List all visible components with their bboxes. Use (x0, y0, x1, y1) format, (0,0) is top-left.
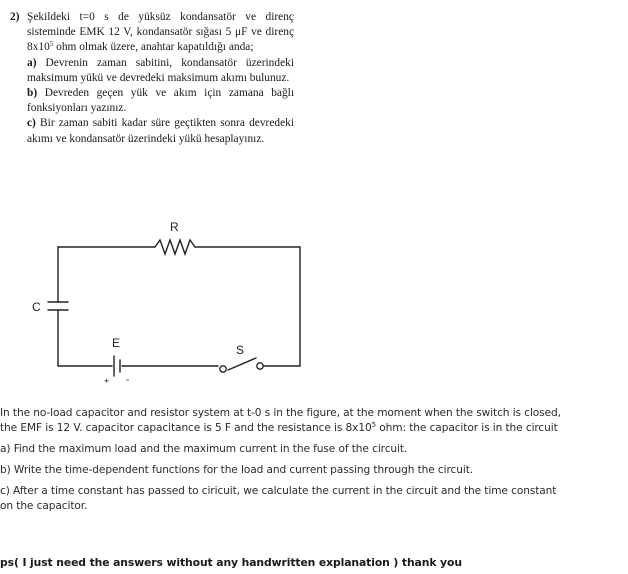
switch-contact-left (220, 366, 226, 372)
english-intro-line-1: In the no-load capacitor and resistor system at t-0 s in the figure, at the moment when the switch is closed, (0, 407, 561, 419)
english-part-b: b) Write the time-dependent functions for the load and current passing through the circuit. (0, 464, 474, 476)
battery-plus-sign: + (104, 376, 110, 386)
resistor-label: R (170, 220, 179, 234)
question-part-b: b) Devreden geçen yük ve akım için zamana bağlı fonksiyonları yazınız. (27, 87, 294, 115)
english-part-c-line-1: c) After a time constant has passed to ciricuit, we calculate the current in the circuit and the time constant (0, 485, 557, 497)
question-part-c: c) Bir zaman sabiti kadar süre geçtikten sonra devredeki akımı ve kondansatör üzerindeki yükü hesaplayınız. (27, 117, 294, 145)
question-part-a: a) Devrenin zaman sabitini, kondansatör üzerindeki maksimum yükü ve devredeki maksimum akımı bulunuz. (27, 56, 294, 84)
question-intro: Şekildeki t=0 s de yüksüz kondansatör ve direnç sisteminde EMK 12 V, kondansatör sığası 5 μF ve direnç $8x10^5$ ohm olmak üzere, anahtar kapatıldığı anda; (27, 11, 294, 54)
emf-label: E (112, 336, 121, 350)
resistor-symbol (155, 240, 195, 254)
battery-minus-sign: - (126, 375, 130, 386)
turkish-question (10, 10, 294, 147)
switch-contact-right (257, 363, 263, 369)
question-number: 2) (10, 11, 20, 23)
switch-blade (228, 358, 256, 370)
english-part-a: a) Find the maximum load and the maximum current in the fuse of the circuit. (0, 443, 408, 455)
switch-label: S (236, 343, 245, 357)
postscript-note: ps( I just need the answers without any handwritten explanation ) thank you (0, 556, 462, 569)
english-part-c-line-2: on the capacitor. (0, 500, 88, 512)
english-translation (0, 406, 626, 569)
english-intro-line-2: the EMF is 12 V. capacitor capacitance is 5 F and the resistance is $8x10^5$ ohm: the capacitor is in the circuit (0, 421, 558, 434)
capacitor-label: C (32, 300, 41, 314)
